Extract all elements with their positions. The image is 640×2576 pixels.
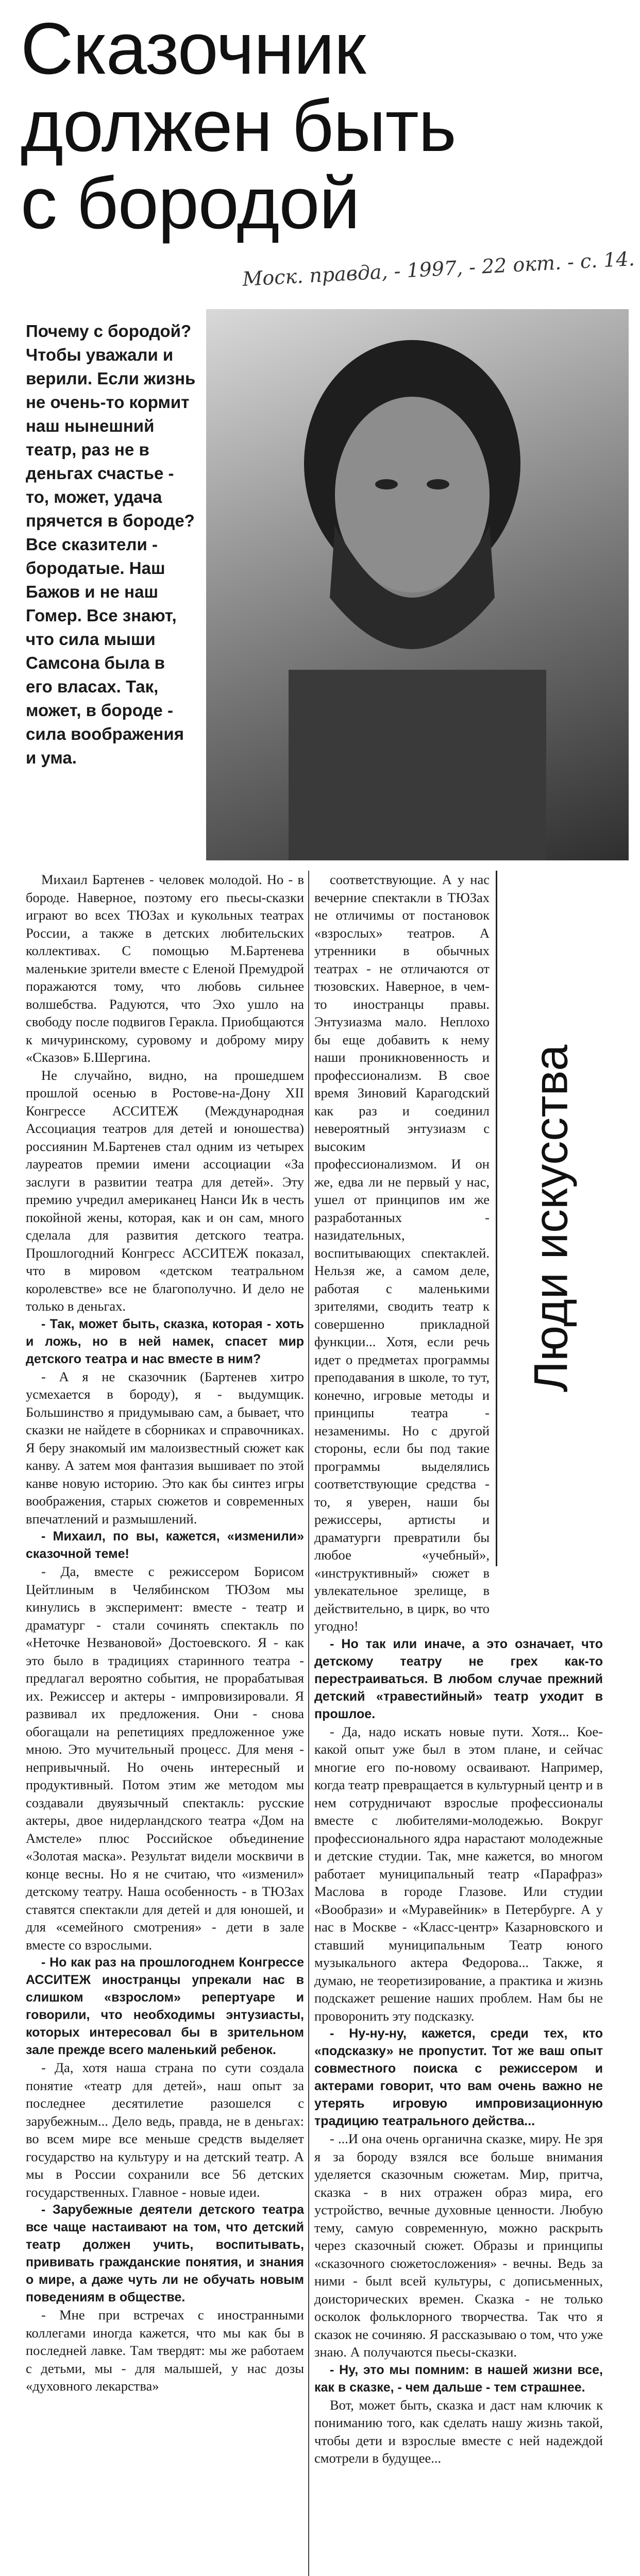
question: - Но как раз на прошлогоднем Конгрессе АССИТЕЖ иностранцы упрекали нас в слишком «взрослом» репертуаре и говорили, что необходимы энтузиасты, которых интересовал бы в зрительном зале прежде всего маленький ребенок. bbox=[26, 1955, 304, 2057]
question: - Ну, это мы помним: в нашей жизни все, как в сказке, - чем дальше - тем страшнее. bbox=[314, 2362, 603, 2395]
article-column-right bbox=[314, 871, 603, 2467]
paragraph: - Да, надо искать новые пути. Хотя... Кое-какой опыт уже был в этом плане, и сейчас многие его по-новому осваивают. Например, когда театр превращается в культурный центр и в нем сотрудничают взрослые профессионалы вместе с любителями-молодежью. Вокруг профессионального ядра нарастают молодежные и детские студии. Так, мне кажется, во многом работает муниципальный театр «Парафраз» Маслова в городе Глазове. Или студии «Вообрази» и «Муравейник» в Петербурге. А у нас в Москве - «Класс-центр» Казарновского и ставший муниципальным Театр юного музыкального актера Федорова... Также, я думаю, не теоретизирование, а практика и жизнь подскажет решение наших проблем. Нам бы не проворонить эту подсказку. bbox=[314, 1723, 603, 2024]
paragraph: Вот, может быть, сказка и даст нам ключик к пониманию того, как сделать нашу жизнь такой, чтобы дети и взрослые вместе с ней надеждой смотрели в будущее... bbox=[314, 2397, 603, 2466]
portrait-illustration bbox=[206, 309, 629, 860]
paragraph: - Мне при встречах с иностранными коллегами иногда кажется, что мы как бы в последней лавке. Там твердят: мы же работаем с детьми, мы - для малышей, у нас дозы «духовного лекарства» bbox=[26, 2307, 304, 2394]
article-column-left bbox=[26, 871, 304, 2395]
question: - Михаил, по вы, кажется, «изменили» сказочной теме! bbox=[26, 1529, 304, 1561]
paragraph: - ...И она очень органична сказке, миру. Не зря я за бороду взялся все больше внимания уделяется сказочным сюжетам. Мир, притча, сказка - в них отражен образ мира, его устройство, вечные духовные ценности. Любую тему, самую современную, можно раскрыть через сказочный сюжет. Образы и принципы «сказочного сюжетосложения» - вечны. Ведь за ними - былt всей культуры, с дописьменных, доисторических времен. Сказка - не только осколок фольклорного творчества. Так что я сказок не сочиняю. Я рассказываю о том, что уже знаю. А получаются пьесы-сказки. bbox=[314, 2131, 603, 2360]
paragraph: соответствующие. А у нас вечерние спектакли в ТЮЗах не отличимы от постановок «взрослых» театров. А утренники в обычных театрах - не отличаются от тюзовских. Наверное, в чем-то иностранцы правы. Энтузиазма мало. Неплохо бы еще добавить к нему наши проникновенность и профессионализм. В свое время Зиновий Карагодский как раз и соединил невероятный энтузиазм с высоким профессионализмом. И он же, едва ли не первый у нас, ушел от принципов им же разработанных - назидательных, воспитывающих спектаклей. Нельзя же, а самом деле, работая с маленькими зрителями, сводить театр к совершенно прикладной функции... Хотя, если речь идет о предметах программы преподавания в школе, то тут, конечно, игровые методы и принципы театра - незаменимы. Но с другой стороны, если бы под такие программы выделялись соответствующие средства - то, я уверен, наши бы режиссеры, артисты и драматурги превратили бы любое «учебный», «инструктивный» сюжет в увлекательное зрелище, в действительно, в цирк, во что угодно! bbox=[314, 872, 490, 1634]
question: - Зарубежные деятели детского театра все чаще настаивают на том, что детский театр должен учить, воспитывать, прививать гражданские понятия, и знания о мире, а даже чуть ли не обучать новым поведениям в обществе. bbox=[26, 2202, 304, 2304]
paragraph: - А я не сказочник (Бартенев хитро усмехается в бороду), я - выдумщик. Большинство я придумываю сам, а бывает, что сказки не найдете в сборниках и справочниках. Я беру знакомый им малоизвестный сюжет как канву. А затем моя фантазия вышивает по этой канве новую историю. Это как бы синтез игры воображения, старых сюжетов и современных впечатлений и размышлений. bbox=[26, 1368, 304, 1527]
paragraph: Михаил Бартенев - человек молодой. Но - в бороде. Наверное, поэтому его пьесы-сказки играют во всех ТЮЗах и кукольных театрах России, а также в детских любительских коллективах. С помощью М.Бартенева маленькие зрители вместе с Еленой Премудрой поражаются тому, что любовь сильнее волшебства. Радуются, что Эхо ушло на свободу после подвигов Геракла. Приобщаются к мичуринскому, суровому и доброму миру «Сказов» Б.Шергина. bbox=[26, 872, 304, 1065]
paragraph: - Да, хотя наша страна по сути создала понятие «театр для детей», наш опыт за последнее десятилетие разошелся с зарубежным... Дело ведь, правда, не в деньгах: во всем мире все меньше средств выделяет государство на культуру и на детский театр. А мы в России сохранили все 56 детских государственных. Главное - новые идеи. bbox=[26, 2060, 304, 2200]
handwritten-source-note: Моск. правда, - 1997, - 22 окт. - с. 14. bbox=[242, 247, 635, 291]
column-divider bbox=[308, 871, 309, 2576]
paragraph: Не случайно, видно, на прошедшем прошлой осенью в Ростове-на-Дону XII Конгрессе АССИТЕЖ (Международная Ассоциация театров для детей и юношества) россиянин М.Бартенев стал одним из четырех лауреатов премии имени ассоциации «За заслуги в развитии театра для детей». Эту премию учредил американец Нанси Ик в честь покойной жены, которая, как и он сам, много сделала для развития детского театра. Прошлогодний Конгресс АССИТЕЖ показал, что в мировом «детском театральном королевстве» все не благополучно. И дело не только в деньгах. bbox=[26, 1067, 304, 1314]
headline-line-2: должен быть bbox=[21, 85, 456, 167]
question: - Так, может быть, сказка, которая - хоть и ложь, но в ней намек, спасет мир детского театра и нас вместе в ним? bbox=[26, 1316, 304, 1366]
question: - Ну-ну-ну, кажется, среди тех, кто «подсказку» не пропустит. Тот же ваш опыт совместного поиска с режиссером и актерами говорит, что вам очень важно не утерять игровую импровизационную традицию театрального действа... bbox=[314, 2026, 603, 2128]
rubric-label: Люди искусства bbox=[525, 1044, 578, 1393]
question: - Но так или иначе, а это означает, что детскому театру не грех как-то перестраиваться. В любом случае прежний детский «травестийный» театр уходит в прошлое. bbox=[314, 1636, 603, 1721]
intro-lead: Почему с бородой? Чтобы уважали и верили. Если жизнь не очень-то кормит наш нынешний театр, раз не в деньгах счастье - то, может, удача прячется в бороде? Все сказители - бородатые. Наш Бажов и не наш Гомер. Все знают, что сила мыши Самсона была в его власах. Так, может, в бороде - сила воображения и ума. bbox=[26, 321, 196, 767]
headline bbox=[21, 10, 624, 242]
paragraph: - Да, вместе с режиссером Борисом Цейтлиным в Челябинском ТЮЗом мы кинулись в эксперимент: вместе - театр и драматург - стали сочинять спектакль по «Неточке Незвановой» Достоевского. Я - как это было в традициях старинного театра - предлагал вероятно события, не прорабатывая их. Режиссер и актеры - импровизировали. Я развивал их предложения. Они - снова обогащали на репетициях предложенное уже мною. Это мучительный процесс. Для меня - непривычный. Но очень интересный и продуктивный. Потом этим же методом мы создавали двуязычный спектакль: русские актеры, двое нидерландского театра «Дом на Амстеле» плюс Российское объединение «Золотая маска». Результат видели москвичи в конце весны. Но я не считаю, что «изменил» детскому театру. Наша особенность - в ТЮЗах ставятся спектакли для детей и для юношей, и для «семейного смотрения» - дети в зале вместе со взрослыми. bbox=[26, 1564, 304, 1953]
author-portrait-photo bbox=[206, 309, 629, 860]
headline-line-3: с бородой bbox=[21, 162, 360, 244]
headline-line-1: Сказочник bbox=[21, 8, 366, 90]
